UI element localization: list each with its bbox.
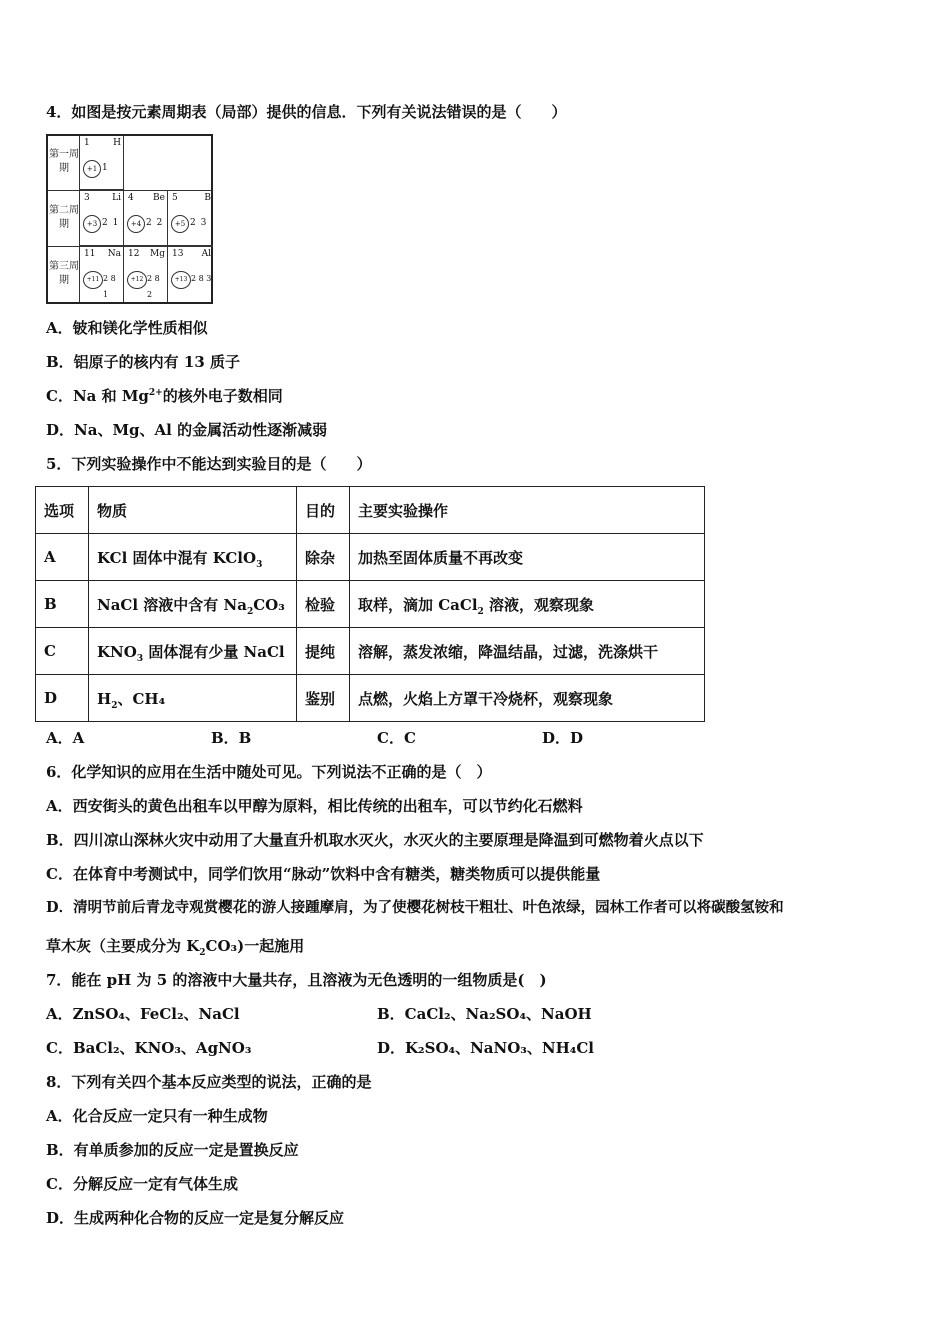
q5-answer-d: D．D	[542, 729, 584, 747]
q7-option-b: B．CaCl₂、Na₂SO₄、NaOH	[377, 1005, 592, 1023]
period-label-2: 第二周期	[49, 205, 79, 230]
q8-option-d: D．生成两种化合物的反应一定是复分解反应	[46, 1209, 345, 1227]
nucleus: +3	[83, 215, 101, 233]
q4-option-c: C．Na 和 $Mg^{2+}$的核外电子数相同	[46, 387, 283, 405]
atomic-number: 3	[84, 193, 90, 203]
electron-shells: 1	[102, 163, 109, 173]
nucleus: +5	[171, 215, 189, 233]
q6-option-b: B．四川凉山深林火灾中动用了大量直升机取水灭火，水灭火的主要原理是降温到可燃物着火点以下	[46, 831, 704, 849]
table-header-row	[36, 487, 705, 534]
q4-stem: 4．如图是按元素周期表（局部）提供的信息．下列有关说法错误的是（ ）	[46, 103, 567, 121]
electron-shells: 2 2	[146, 218, 164, 228]
atomic-number: 13	[172, 249, 184, 259]
q4-option-d: D．Na、Mg、Al 的金属活动性逐渐减弱	[46, 421, 328, 439]
q8-option-b: B．有单质参加的反应一定是置换反应	[46, 1141, 299, 1159]
element-symbol: B	[204, 193, 211, 203]
element-symbol: Be	[153, 193, 165, 203]
element-symbol: H	[113, 138, 121, 148]
nucleus: +11	[83, 271, 103, 289]
q6-option-a: A．西安街头的黄色出租车以甲醇为原料，相比传统的出租车，可以节约化石燃料	[46, 797, 583, 815]
header-option: 选项	[36, 487, 89, 534]
electron-shells: 2 8 2	[147, 274, 160, 299]
element-cell-be	[124, 191, 168, 246]
element-cell-h	[80, 136, 124, 190]
period-label-3: 第三周期	[49, 261, 79, 286]
element-cell-al	[168, 247, 213, 302]
atomic-number: 5	[172, 193, 178, 203]
header-substance: 物质	[89, 487, 297, 534]
q7-option-a: A．ZnSO₄、FeCl₂、NaCl	[46, 1005, 240, 1023]
table-row: D $H_2$、CH₄ 鉴别 点燃，火焰上方罩干冷烧杯，观察现象	[36, 675, 705, 722]
element-cell-mg	[124, 247, 168, 302]
q6-option-d-line1: D．清明节前后青龙寺观赏樱花的游人接踵摩肩，为了使樱花树枝干粗壮、叶色浓绿，园林工作者可以将碳酸氢铵和	[46, 899, 784, 916]
element-symbol: Mg	[150, 249, 165, 259]
q8-stem: 8．下列有关四个基本反应类型的说法，正确的是	[46, 1073, 372, 1091]
atomic-number: 1	[84, 138, 90, 148]
q6-option-c: C．在体育中考测试中，同学们饮用“脉动”饮料中含有糖类，糖类物质可以提供能量	[46, 865, 601, 883]
electron-shells: 2 8 1	[103, 274, 116, 299]
table-row: B NaCl 溶液中含有 $Na_2CO_3$ 检验 取样，滴加 CaCl$_2$ 溶液，观察现象	[36, 581, 705, 628]
electron-shells: 2 3	[190, 218, 208, 228]
header-operation: 主要实验操作	[350, 487, 705, 534]
element-symbol: Li	[112, 193, 121, 203]
nucleus: +1	[83, 160, 101, 178]
q7-stem: 7．能在 pH 为 5 的溶液中大量共存，且溶液为无色透明的一组物质是( )	[46, 971, 547, 989]
element-symbol: Na	[107, 249, 121, 259]
table-row: A KCl 固体中混有 KClO$_3$ 除杂 加热至固体质量不再改变	[36, 534, 705, 581]
atomic-number: 11	[84, 249, 96, 259]
header-aim: 目的	[297, 487, 350, 534]
q8-option-a: A．化合反应一定只有一种生成物	[46, 1107, 268, 1125]
nucleus: +12	[127, 271, 147, 289]
atomic-number: 12	[128, 249, 140, 259]
q4-option-a: A．铍和镁化学性质相似	[46, 319, 208, 337]
q5-answer-c: C．C	[377, 729, 416, 747]
electron-shells: 2 8 3	[191, 274, 212, 283]
q5-table	[35, 486, 705, 722]
electron-shells: 2 1	[102, 218, 120, 228]
atomic-number: 4	[128, 193, 134, 203]
q5-answer-a: A．A	[46, 729, 85, 747]
q5-stem: 5．下列实验操作中不能达到实验目的是（ ）	[46, 455, 372, 473]
table-row: C $KNO_3$ 固体混有少量 NaCl 提纯 溶解，蒸发浓缩，降温结晶，过滤，洗涤烘干	[36, 628, 705, 675]
q4-option-b: B．铝原子的核内有 13 质子	[46, 353, 240, 371]
q5-answer-b: B．B	[211, 729, 252, 747]
periodic-table-figure	[46, 134, 213, 304]
nucleus: +4	[127, 215, 145, 233]
element-symbol: Al	[201, 249, 211, 259]
period-label-1: 第一周期	[49, 149, 79, 174]
q8-option-c: C．分解反应一定有气体生成	[46, 1175, 238, 1193]
q6-stem: 6．化学知识的应用在生活中随处可见。下列说法不正确的是（ ）	[46, 763, 492, 781]
q6-option-d-line2: 草木灰（主要成分为 $K_2CO_3$)一起施用	[46, 937, 305, 958]
q7-option-d: D．K₂SO₄、NaNO₃、NH₄Cl	[377, 1039, 594, 1057]
nucleus: +13	[171, 271, 191, 289]
q7-option-c: C．BaCl₂、KNO₃、AgNO₃	[46, 1039, 252, 1057]
element-cell-na	[80, 247, 124, 302]
element-cell-li	[80, 191, 124, 246]
element-cell-b	[168, 191, 213, 246]
